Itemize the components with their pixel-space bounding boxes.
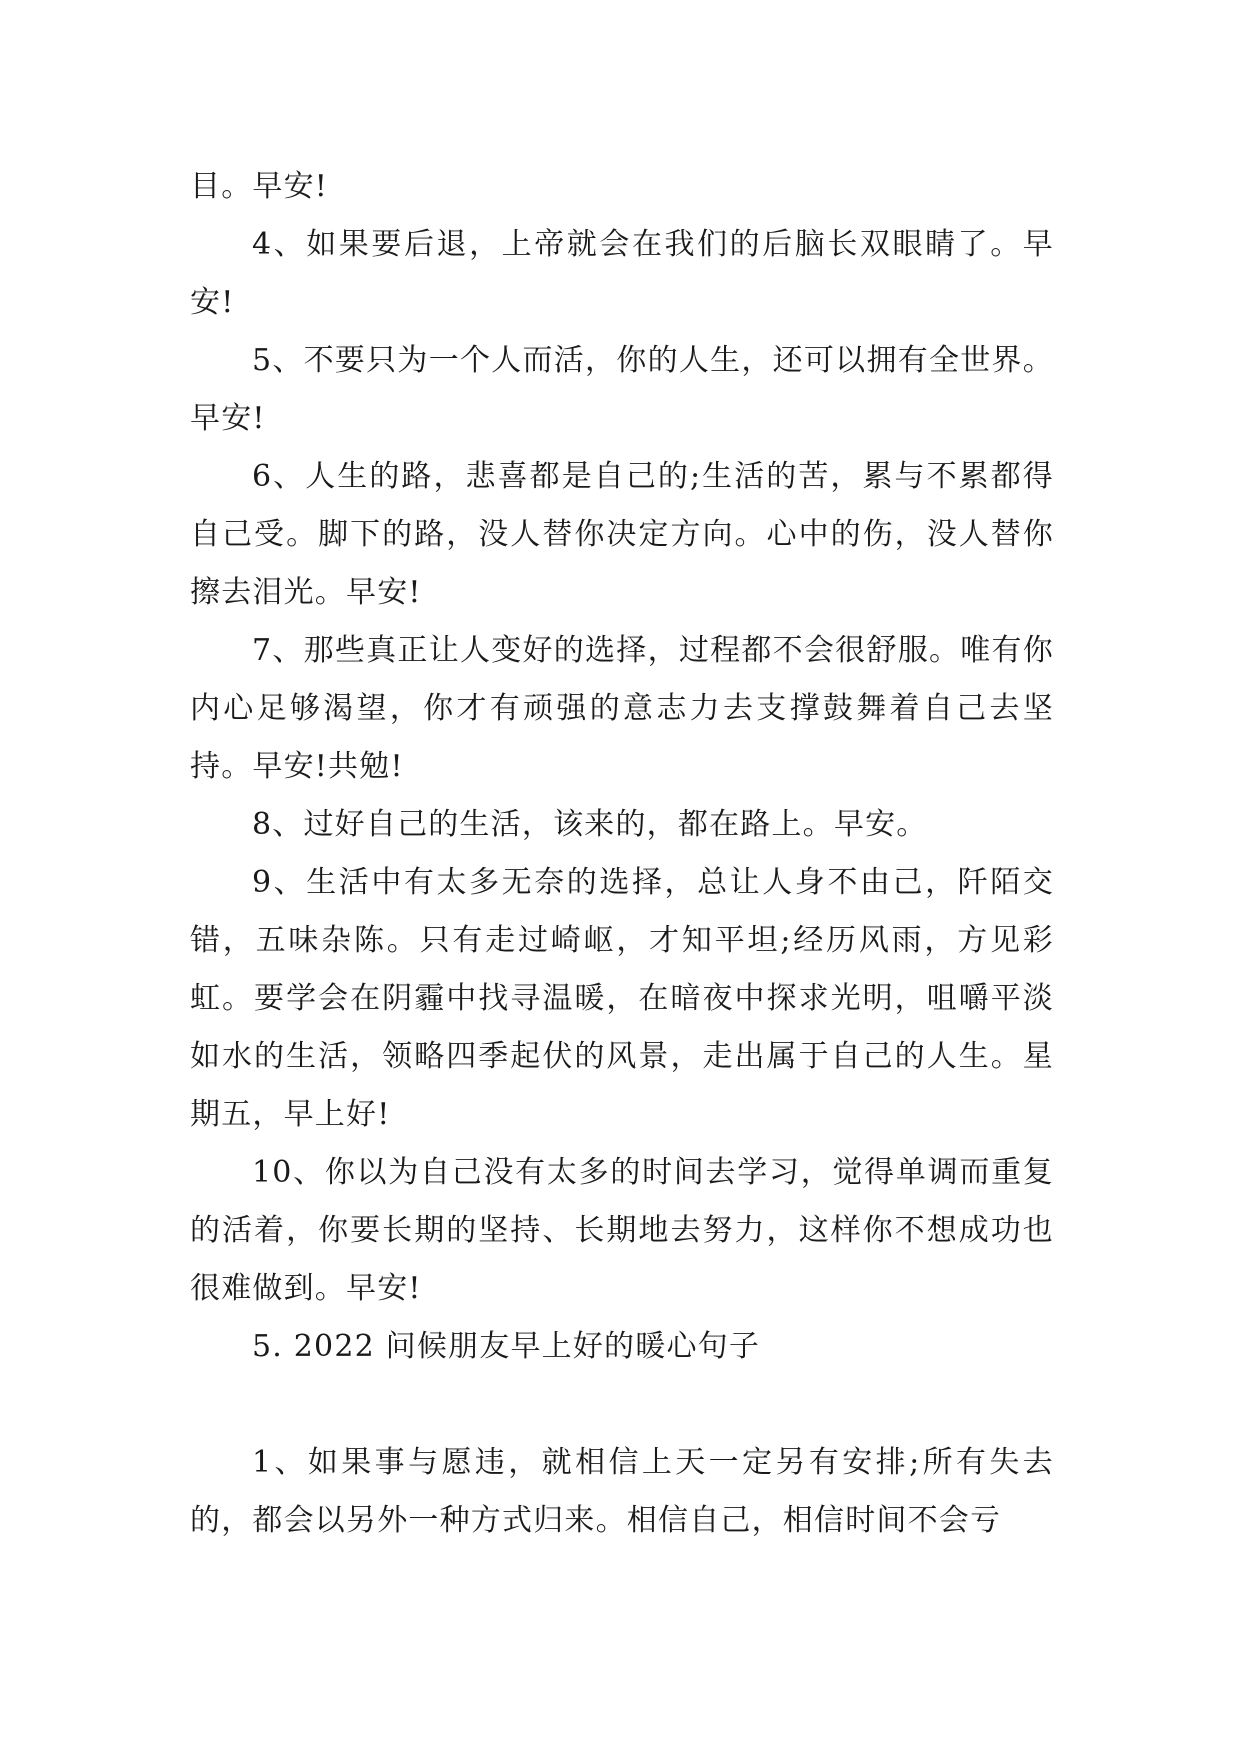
section-heading: 5. 2022 问候朋友早上好的暖心句子 bbox=[252, 1329, 761, 1364]
paragraph-item-5: 5、不要只为一个人而活，你的人生，还可以拥有全世界。早安! bbox=[190, 343, 1054, 436]
paragraph-continued: 目。早安! bbox=[190, 169, 329, 204]
paragraph-item-10: 10、你以为自己没有太多的时间去学习，觉得单调而重复的活着，你要长期的坚持、长期地去努力，这样你不想成功也很难做到。早安! bbox=[190, 1155, 1054, 1306]
paragraph-item-9: 9、生活中有太多无奈的选择，总让人身不由己，阡陌交错，五味杂陈。只有走过崎岖，才知平坦;经历风雨，方见彩虹。要学会在阴霾中找寻温暖，在暗夜中探求光明，咀嚼平淡如水的生活，领略四季起伏的风景，走出属于自己的人生。星期五，早上好! bbox=[190, 865, 1054, 1132]
section-paragraph-item-1: 1、如果事与愿违，就相信上天一定另有安排;所有失去的，都会以另外一种方式归来。相信自己，相信时间不会亏 bbox=[190, 1445, 1054, 1538]
paragraph-item-8: 8、过好自己的生活，该来的，都在路上。早安。 bbox=[252, 807, 928, 842]
paragraph-item-6: 6、人生的路，悲喜都是自己的;生活的苦，累与不累都得自己受。脚下的路，没人替你决定方向。心中的伤，没人替你擦去泪光。早安! bbox=[190, 459, 1054, 610]
paragraph-item-7: 7、那些真正让人变好的选择，过程都不会很舒服。唯有你内心足够渴望，你才有顽强的意志力去支撑鼓舞着自己去坚持。早安!共勉! bbox=[190, 633, 1054, 784]
document-body bbox=[190, 158, 1054, 1550]
paragraph-item-4: 4、如果要后退，上帝就会在我们的后脑长双眼睛了。早安! bbox=[190, 227, 1054, 320]
